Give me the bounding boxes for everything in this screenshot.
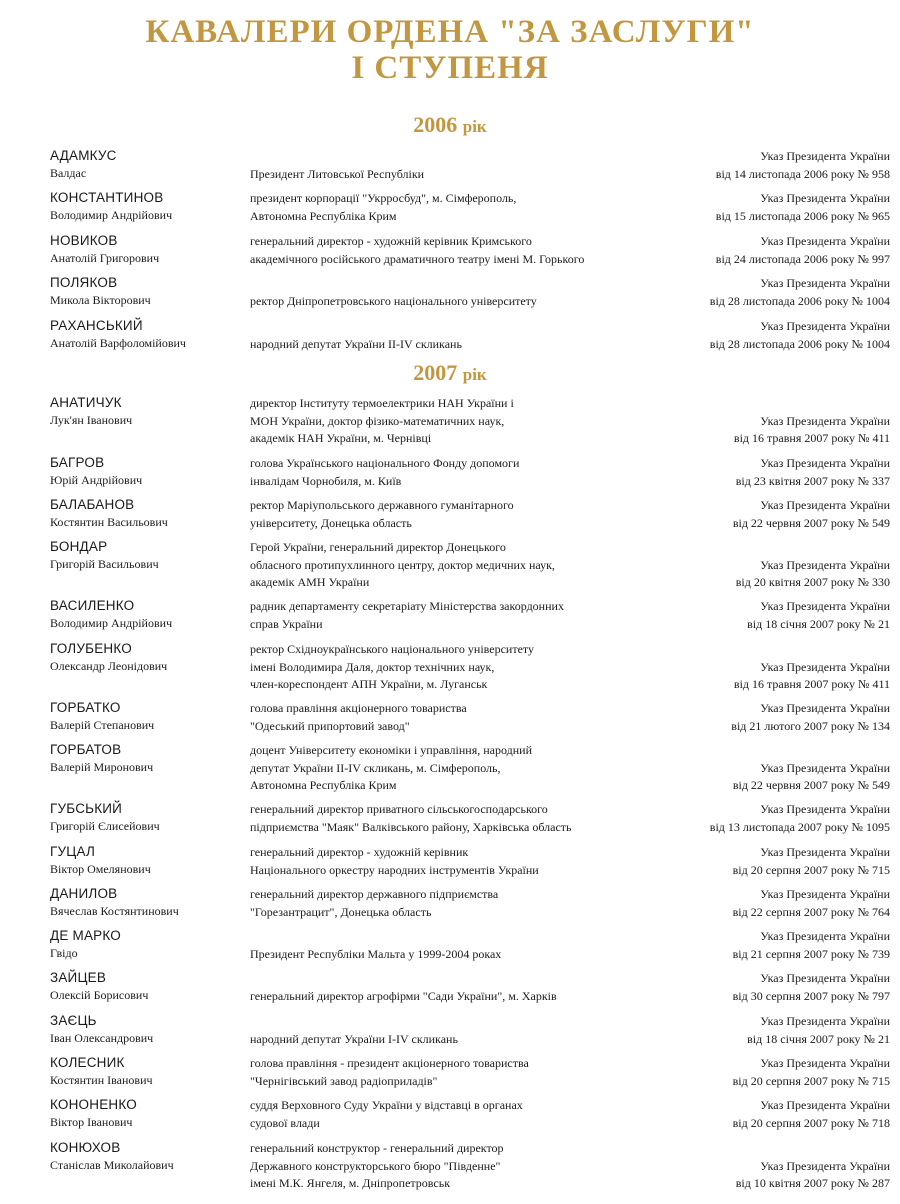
awardee-position-line: "Одеський припортовий завод"	[250, 718, 410, 733]
decree-title: Указ Президента України	[760, 234, 890, 248]
awardee-surname: БОНДАР	[50, 539, 108, 554]
decree-date: від 13 листопада 2007 року № 1095	[709, 819, 890, 834]
awardee-position-line: член-кореспондент АПН України, м. Луганськ	[250, 677, 488, 691]
year-heading-2007	[0, 360, 900, 388]
awardee-given-name: Іван Олександрович	[50, 1031, 154, 1045]
awardee-position-line: генеральний директор державного підприємства	[250, 887, 499, 901]
decree-date: від 16 травня 2007 року № 411	[733, 677, 890, 691]
decree-date: від 28 листопада 2006 року № 1004	[709, 293, 890, 308]
decree-date: від 28 листопада 2006 року № 1004	[709, 336, 890, 351]
awardee-given-name: Володимир Андрійович	[50, 208, 173, 222]
awardee-position-line: "Чернігівський завод радіоприладів"	[250, 1073, 438, 1088]
decree-title: Указ Президента України	[760, 760, 890, 775]
year-number: 2006	[413, 112, 458, 137]
awardee-surname: АДАМКУС	[50, 148, 117, 163]
awardee-surname: ГОЛУБЕНКО	[50, 641, 132, 656]
decree-title: Указ Президента України	[760, 1098, 890, 1112]
decree-date: від 22 червня 2007 року № 549	[732, 515, 890, 530]
decree-date: від 20 серпня 2007 року № 718	[732, 1115, 890, 1130]
awardee-given-name: Анатолій Григорович	[50, 251, 160, 265]
decree-date: від 15 листопада 2006 року № 965	[715, 208, 890, 223]
awardee-position-line: директор Інституту термоелектрики НАН України і	[250, 396, 514, 410]
awardee-position-line: обласного протипухлинного центру, доктор медичних наук,	[250, 557, 555, 572]
decree-date: від 21 серпня 2007 року № 739	[732, 946, 890, 961]
awardee-given-name: Володимир Андрійович	[50, 616, 173, 630]
decree-title: Указ Президента України	[760, 149, 890, 163]
awardee-surname: ГОРБАТОВ	[50, 742, 122, 757]
title-line-1: КАВАЛЕРИ ОРДЕНА "ЗА ЗАСЛУГИ"	[145, 14, 755, 50]
awardee-position-line: генеральний директор приватного сільськогосподарського	[250, 802, 548, 816]
awardee-position-line: голова правління - президент акціонерного товариства	[250, 1056, 529, 1070]
decree-date: від 24 листопада 2006 року № 997	[715, 251, 890, 266]
decree-title: Указ Президента України	[760, 802, 890, 816]
awardee-surname: ПОЛЯКОВ	[50, 275, 118, 290]
awardee-given-name: Гвідо	[50, 946, 78, 960]
awardee-position-line: голова Українського національного Фонду допомоги	[250, 456, 520, 470]
awardee-given-name: Віктор Омелянович	[50, 862, 151, 876]
awardee-given-name: Станіслав Миколайович	[50, 1158, 174, 1172]
awardee-given-name: Григорій Васильович	[50, 557, 159, 571]
decree-title: Указ Президента України	[760, 599, 890, 613]
awardee-position-line: академік АМН України	[250, 575, 370, 589]
awardee-position-line: генеральний директор - художній керівник Кримського	[250, 234, 532, 248]
awardee-surname: БАЛАБАНОВ	[50, 497, 135, 512]
awardee-position-line: Державного конструкторського бюро "Південне"	[250, 1158, 501, 1173]
awardee-surname: ВАСИЛЕНКО	[50, 598, 135, 613]
awardee-given-name: Валерій Миронович	[50, 760, 154, 774]
decree-date: від 22 червня 2007 року № 549	[732, 778, 890, 792]
awardee-position-line: голова правління акціонерного товариства	[250, 701, 467, 715]
decree-date: від 22 серпня 2007 року № 764	[732, 904, 890, 919]
awardee-position-line: ректор Східноукраїнського національного університету	[250, 642, 534, 656]
decree-date: від 16 травня 2007 року № 411	[733, 431, 890, 445]
awardee-position-line: радник департаменту секретаріату Міністерства закордонних	[250, 599, 564, 613]
decree-date: від 18 січня 2007 року № 21	[747, 1031, 890, 1046]
decree-date: від 18 січня 2007 року № 21	[747, 616, 890, 631]
awardee-given-name: Лук'ян Іванович	[50, 413, 133, 427]
awardee-surname: РАХАНСЬКИЙ	[50, 318, 143, 333]
decree-title: Указ Президента України	[760, 456, 890, 470]
awardee-surname: КОНОНЕНКО	[50, 1097, 137, 1112]
decree-date: від 10 квітня 2007 року № 287	[735, 1176, 890, 1190]
year-number: 2007	[413, 360, 458, 385]
awardee-position-line: справ України	[250, 616, 323, 631]
decree-date: від 20 квітня 2007 року № 330	[735, 575, 890, 589]
awardee-position-line: академічного російського драматичного театру імені М. Горького	[250, 251, 585, 266]
awardee-position-line: генеральний директор агрофірми "Сади України", м. Харків	[250, 988, 557, 1003]
awardee-surname: ЗАЙЦЕВ	[50, 970, 107, 985]
awardee-given-name: Микола Вікторович	[50, 293, 151, 307]
year-suffix: рік	[462, 365, 487, 384]
decree-title: Указ Президента України	[760, 1014, 890, 1028]
awardee-position-line: академік НАН України, м. Чернівці	[250, 431, 432, 445]
awardee-position-line: судової влади	[250, 1115, 320, 1130]
awardee-position-line: імені М.К. Янгеля, м. Дніпропетровськ	[250, 1176, 451, 1190]
awardee-position-line: президент корпорації "Укрросбуд", м. Сімферополь,	[250, 191, 517, 205]
awardee-position-line: підприємства "Маяк" Валківського району, Харківська область	[250, 819, 572, 834]
awardee-given-name: Валерій Степанович	[50, 718, 155, 732]
decree-date: від 21 лютого 2007 року № 134	[731, 718, 890, 733]
awardee-given-name: Костянтин Васильович	[50, 515, 168, 529]
decree-date: від 23 квітня 2007 року № 337	[735, 473, 890, 488]
decree-title: Указ Президента України	[760, 276, 890, 290]
awardee-position-line: Президент Республіки Мальта у 1999-2004 роках	[250, 946, 502, 961]
awardee-given-name: Вячеслав Костянтинович	[50, 904, 179, 918]
awardee-given-name: Валдас	[50, 166, 87, 180]
awardee-given-name: Віктор Іванович	[50, 1115, 133, 1129]
awardee-surname: ГУБСЬКИЙ	[50, 801, 123, 816]
awardee-position-line: народний депутат України І-ІV скликань	[250, 1031, 458, 1046]
decree-title: Указ Президента України	[760, 413, 890, 428]
awardee-position-line: Президент Литовської Республіки	[250, 166, 425, 181]
awardee-position-line: Герой України, генеральний директор Донецького	[250, 540, 506, 554]
decree-title: Указ Президента України	[760, 191, 890, 205]
decree-title: Указ Президента України	[760, 557, 890, 572]
decree-title: Указ Президента України	[760, 659, 890, 674]
awardee-position-line: інвалідам Чорнобиля, м. Київ	[250, 473, 402, 488]
decree-title: Указ Президента України	[760, 701, 890, 715]
awardee-position-line: ректор Дніпропетровського національного університету	[250, 293, 537, 308]
awardee-given-name: Олександр Леонідович	[50, 659, 168, 673]
awardee-surname: ГУЦАЛ	[50, 844, 96, 859]
awardee-position-line: ректор Маріупольського державного гуманітарного	[250, 498, 514, 512]
year-heading-2006	[0, 112, 900, 140]
decree-title: Указ Президента України	[760, 1056, 890, 1070]
awardee-position-line: "Горезантрацит", Донецька область	[250, 904, 432, 919]
title-line-2: І СТУПЕНЯ	[351, 50, 549, 86]
awardee-given-name: Олексій Борисович	[50, 988, 149, 1002]
decree-date: від 30 серпня 2007 року № 797	[732, 988, 890, 1003]
awardee-position-line: імені Володимира Даля, доктор технічних наук,	[250, 659, 495, 674]
awardee-surname: КОНСТАНТИНОВ	[50, 190, 164, 205]
awardee-position-line: генеральний директор - художній керівник	[250, 845, 469, 859]
decree-date: від 14 листопада 2006 року № 958	[715, 166, 890, 181]
awardee-surname: АНАТИЧУК	[50, 395, 122, 410]
awardee-position-line: університету, Донецька область	[250, 515, 412, 530]
awardee-position-line: генеральний конструктор - генеральний директор	[250, 1141, 504, 1155]
awardee-surname: ДЕ МАРКО	[50, 928, 121, 943]
awardee-given-name: Григорій Єлисейович	[50, 819, 160, 833]
decree-date: від 20 серпня 2007 року № 715	[732, 1073, 890, 1088]
awardee-position-line: депутат України ІІ-ІV скликань, м. Сімферополь,	[250, 760, 501, 775]
awardee-position-line: Автономна Республіка Крим	[250, 778, 397, 792]
awardee-position-line: народний депутат України ІІ-ІV скликань	[250, 336, 462, 351]
decree-title: Указ Президента України	[760, 887, 890, 901]
awardee-position-line: Національного оркестру народних інструментів України	[250, 862, 539, 877]
decree-title: Указ Президента України	[760, 1158, 890, 1173]
decree-title: Указ Президента України	[760, 971, 890, 985]
awardee-position-line: суддя Верховного Суду України у відставці в органах	[250, 1098, 523, 1112]
awardee-surname: ЗАЄЦЬ	[50, 1013, 97, 1028]
decree-title: Указ Президента України	[760, 845, 890, 859]
decree-title: Указ Президента України	[760, 319, 890, 333]
awardee-given-name: Анатолій Варфоломійович	[50, 336, 186, 350]
awardee-position-line: Автономна Республіка Крим	[250, 208, 397, 223]
awardee-surname: КОЛЕСНИК	[50, 1055, 125, 1070]
year-suffix: рік	[462, 117, 487, 136]
awardee-position-line: доцент Університету економіки і управління, народний	[250, 743, 533, 757]
decree-title: Указ Президента України	[760, 929, 890, 943]
decree-title: Указ Президента України	[760, 498, 890, 512]
awardee-surname: ГОРБАТКО	[50, 700, 121, 715]
awardee-surname: ДАНИЛОВ	[50, 886, 118, 901]
awardee-given-name: Юрій Андрійович	[50, 473, 143, 487]
awardee-surname: БАГРОВ	[50, 455, 105, 470]
awardee-surname: НОВИКОВ	[50, 233, 118, 248]
decree-date: від 20 серпня 2007 року № 715	[732, 862, 890, 877]
awardee-position-line: МОН України, доктор фізико-математичних наук,	[250, 413, 505, 428]
awardee-surname: КОНЮХОВ	[50, 1140, 121, 1155]
awardee-given-name: Костянтин Іванович	[50, 1073, 153, 1087]
